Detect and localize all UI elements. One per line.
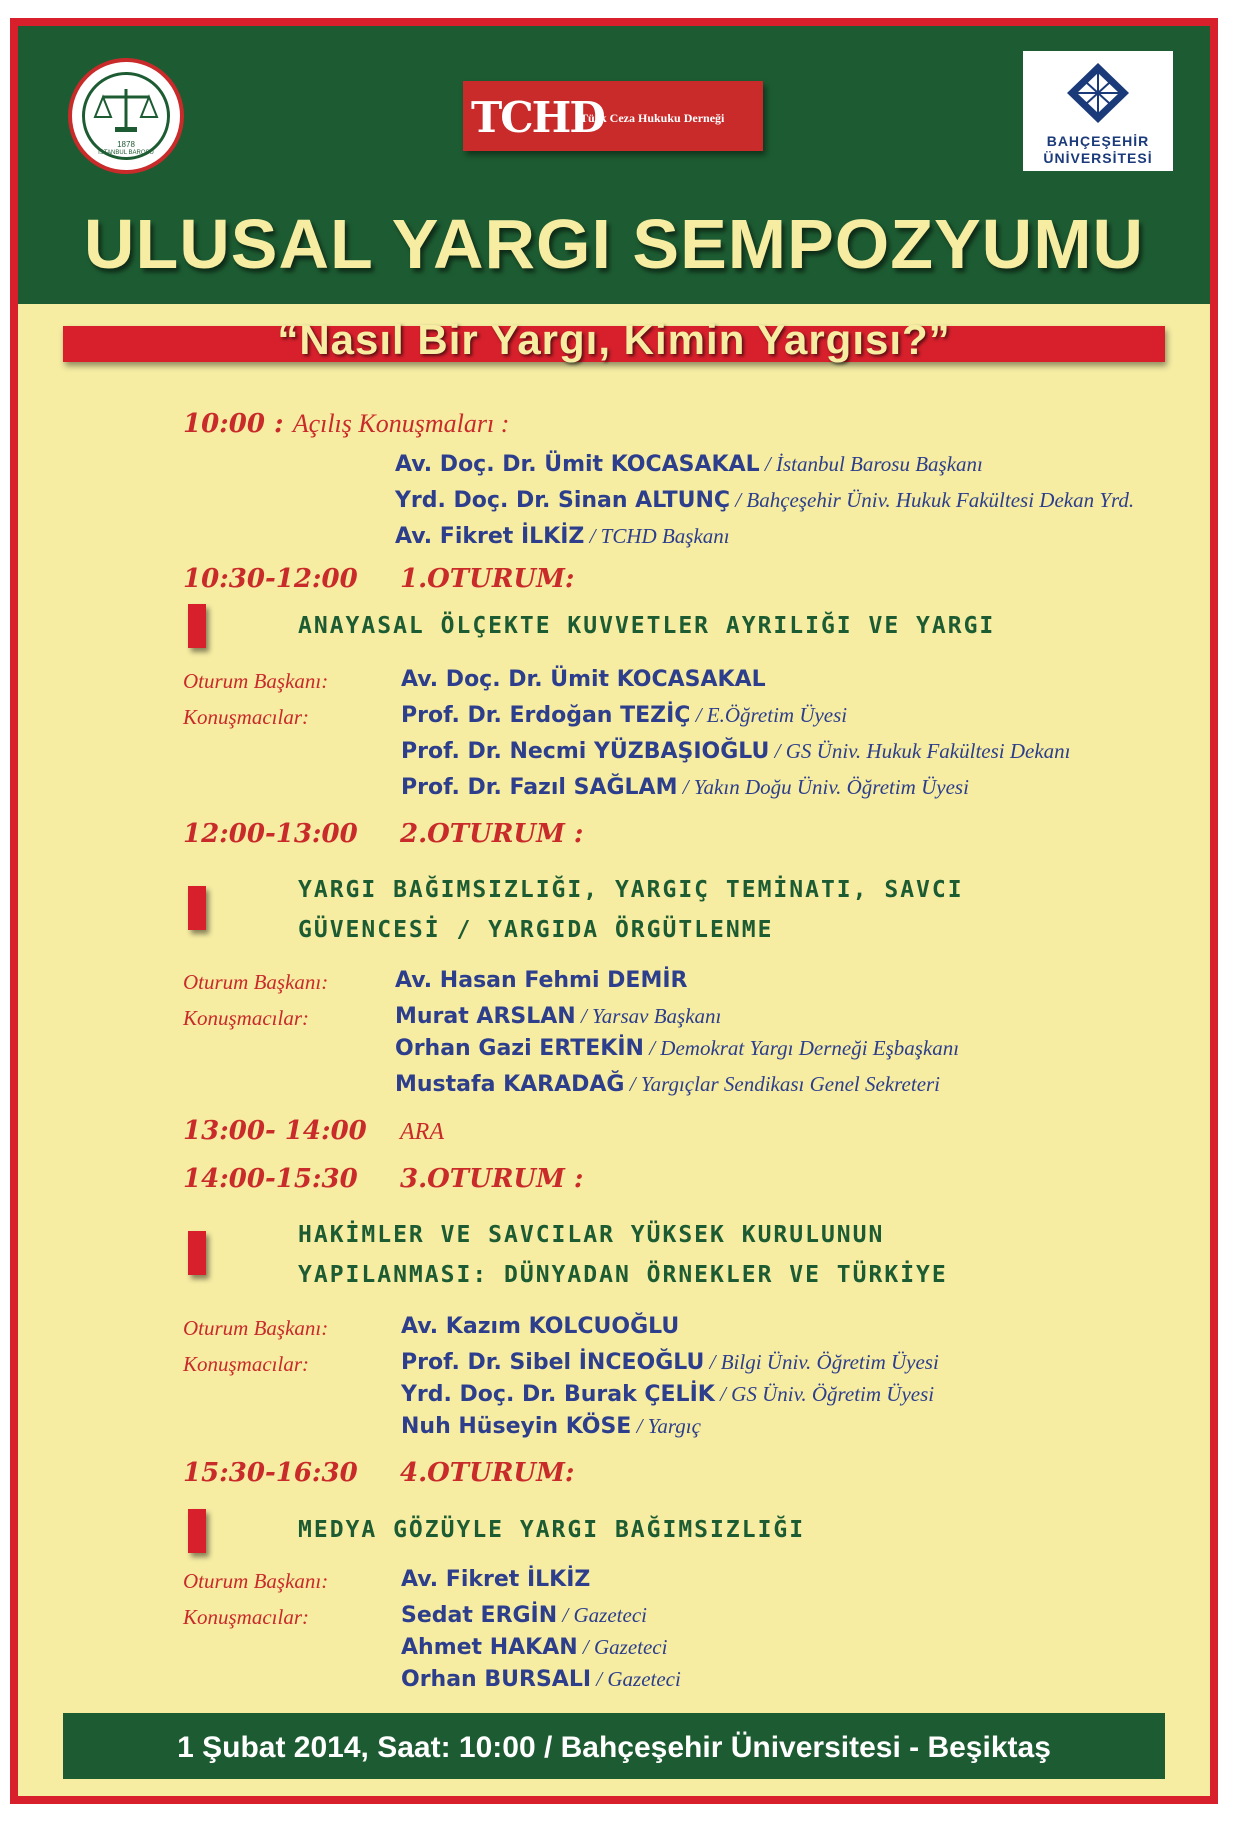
- session-chair: Av. Fikret İLKİZ: [401, 1567, 591, 1592]
- poster-subtitle: “Nasıl Bir Yargı, Kimin Yargısı?”: [277, 316, 951, 363]
- session-marker: [188, 1509, 206, 1553]
- university-emblem-icon: [1063, 59, 1133, 129]
- speakers-label: Konuşmacılar:: [183, 1605, 309, 1629]
- speaker-title: / İstanbul Barosu Başkanı: [759, 452, 983, 476]
- session-speaker: [401, 1635, 667, 1660]
- subtitle-banner: [63, 316, 1165, 363]
- chair-label: Oturum Başkanı:: [183, 1316, 329, 1340]
- session-speaker: [401, 1414, 701, 1439]
- speaker-title: / Yargıç: [631, 1414, 701, 1438]
- opening-speaker: [395, 452, 983, 477]
- speaker-name: Av. Fikret İLKİZ: [395, 524, 585, 549]
- topic-line: HAKİMLER VE SAVCILAR YÜKSEK KURULUNUN: [298, 1222, 885, 1248]
- session-title: 3.OTURUM :: [400, 1164, 584, 1194]
- speakers-label: Konuşmacılar:: [183, 1006, 309, 1030]
- speaker-title: / Yarsav Başkanı: [575, 1004, 722, 1028]
- session-speaker: [401, 775, 969, 800]
- speaker-name: Sedat ERGİN: [401, 1603, 558, 1628]
- university-name-line2: ÜNİVERSİTESİ: [1043, 150, 1153, 166]
- poster-frame: [10, 18, 1218, 1804]
- logo-ring-text: İSTANBUL BAROSU: [98, 150, 154, 156]
- session-title: 4.OTURUM:: [400, 1458, 575, 1488]
- speaker-title: / TCHD Başkanı: [584, 524, 730, 548]
- speaker-title: / GS Üniv. Hukuk Fakültesi Dekanı: [769, 739, 1071, 763]
- opening-label: Açılış Konuşmaları :: [292, 409, 510, 438]
- session-speaker: [401, 703, 847, 728]
- poster: [18, 26, 1210, 1796]
- session-speaker: [401, 1350, 939, 1375]
- session-speaker: [401, 1603, 647, 1628]
- chair-label: Oturum Başkanı:: [183, 669, 329, 693]
- speaker-name: Orhan BURSALI: [401, 1667, 592, 1692]
- topic-line: ANAYASAL ÖLÇEKTE KUVVETLER AYRILIĞI VE YARGI: [298, 613, 996, 639]
- break-time: 13:00- 14:00: [183, 1116, 367, 1146]
- topic-line: YAPILANMASI: DÜNYADAN ÖRNEKLER VE TÜRKİYE: [298, 1262, 948, 1288]
- session-speaker: [395, 1036, 959, 1061]
- session-speaker: [401, 739, 1071, 764]
- opening-speaker: [395, 524, 730, 549]
- tchd-full-name: Türk Ceza Hukuku Derneği: [580, 111, 725, 125]
- speaker-title: / Gazeteci: [577, 1635, 668, 1659]
- session-marker: [188, 604, 206, 648]
- session-title: 2.OTURUM :: [400, 819, 584, 849]
- speaker-name: Prof. Dr. Necmi YÜZBAŞIOĞLU: [401, 739, 770, 764]
- session-topic: [298, 1510, 805, 1550]
- session-speaker: [401, 1667, 681, 1692]
- speaker-title: / GS Üniv. Öğretim Üyesi: [714, 1382, 935, 1406]
- speaker-name: Prof. Dr. Sibel İNCEOĞLU: [401, 1350, 705, 1375]
- university-name-line1: BAHÇEŞEHİR: [1046, 133, 1150, 149]
- tchd-abbr: TCHD: [471, 93, 604, 142]
- footer-band: [63, 1713, 1165, 1779]
- speaker-name: Ahmet HAKAN: [401, 1635, 578, 1660]
- speaker-name: Mustafa KARADAĞ: [395, 1072, 625, 1097]
- speaker-title: / Bilgi Üniv. Öğretim Üyesi: [704, 1350, 939, 1374]
- tchd-logo: [463, 81, 763, 151]
- speaker-title: / Gazeteci: [591, 1667, 681, 1691]
- opening-time-value: 10:00 :: [183, 409, 284, 439]
- session-chair: Av. Hasan Fehmi DEMİR: [395, 968, 688, 993]
- topic-line: YARGI BAĞIMSIZLIĞI, YARGIÇ TEMİNATI, SAVCI: [298, 877, 964, 903]
- session-topic: [298, 870, 964, 950]
- topic-line: GÜVENCESİ / YARGIDA ÖRGÜTLENME: [298, 917, 774, 943]
- chair-label: Oturum Başkanı:: [183, 970, 329, 994]
- scales-of-justice-icon: [85, 83, 167, 143]
- poster-title: ULUSAL YARGI SEMPOZYUMU: [83, 205, 1145, 283]
- speaker-name: Orhan Gazi ERTEKİN: [395, 1036, 644, 1061]
- session-time: 12:00-13:00: [183, 819, 358, 849]
- session-title: 1.OTURUM:: [400, 564, 575, 594]
- session-chair: Av. Kazım KOLCUOĞLU: [401, 1314, 680, 1339]
- speaker-name: Yrd. Doç. Dr. Sinan ALTUNÇ: [395, 488, 731, 513]
- speaker-name: Murat ARSLAN: [395, 1004, 576, 1029]
- speakers-label: Konuşmacılar:: [183, 1352, 309, 1376]
- chair-label: Oturum Başkanı:: [183, 1569, 329, 1593]
- speaker-title: / Gazeteci: [557, 1603, 647, 1627]
- session-speaker: [395, 1072, 940, 1097]
- speaker-name: Nuh Hüseyin KÖSE: [401, 1414, 632, 1439]
- session-time: 15:30-16:30: [183, 1458, 358, 1488]
- bahcesehir-logo: [1023, 51, 1173, 171]
- session-topic: [298, 1215, 948, 1295]
- session-time: 10:30-12:00: [183, 564, 358, 594]
- opening-speaker: [395, 488, 1134, 513]
- speaker-name: Yrd. Doç. Dr. Burak ÇELİK: [401, 1382, 715, 1407]
- session-speaker: [401, 1382, 934, 1407]
- session-chair: Av. Doç. Dr. Ümit KOCASAKAL: [401, 667, 766, 692]
- opening-time: [183, 409, 509, 439]
- speakers-label: Konuşmacılar:: [183, 705, 309, 729]
- session-marker: [188, 1231, 206, 1275]
- speaker-title: / Demokrat Yargı Derneği Eşbaşkanı: [643, 1036, 960, 1060]
- istanbul-barosu-logo: [68, 58, 184, 174]
- topic-line: MEDYA GÖZÜYLE YARGI BAĞIMSIZLIĞI: [298, 1517, 806, 1543]
- break-label: ARA: [400, 1119, 444, 1145]
- speaker-title: / Yargıçlar Sendikası Genel Sekreteri: [624, 1072, 941, 1096]
- speaker-title: / Yakın Doğu Üniv. Öğretim Üyesi: [677, 775, 969, 799]
- event-date-location: 1 Şubat 2014, Saat: 10:00 / Bahçeşehir Üniversitesi - Beşiktaş: [177, 1731, 1051, 1764]
- session-speaker: [395, 1004, 721, 1029]
- session-marker: [188, 886, 206, 930]
- speaker-name: Av. Doç. Dr. Ümit KOCASAKAL: [395, 452, 760, 477]
- logo-year: 1878: [117, 140, 135, 149]
- header-band: [18, 26, 1210, 304]
- speaker-name: Prof. Dr. Erdoğan TEZİÇ: [401, 703, 691, 728]
- session-time: 14:00-15:30: [183, 1164, 358, 1194]
- speaker-title: / Bahçeşehir Üniv. Hukuk Fakültesi Dekan Yrd.: [730, 488, 1135, 512]
- session-topic: [298, 606, 995, 646]
- speaker-name: Prof. Dr. Fazıl SAĞLAM: [401, 775, 678, 800]
- speaker-title: / E.Öğretim Üyesi: [690, 703, 848, 727]
